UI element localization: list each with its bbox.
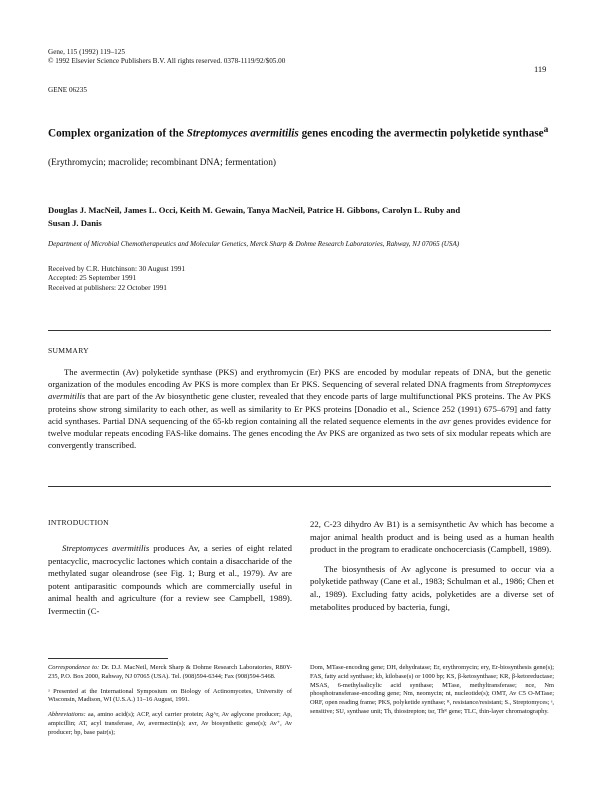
gene-id: GENE 06235 [48,86,87,94]
presented-note: ᵃ Presented at the International Symposium on Biology of Actinomycetes, University of Wisconsin, Madison, WI (U.S.A.) 11–16 August, 1991. [48,687,292,704]
copyright-line: © 1992 Elsevier Science Publishers B.V. All rights reserved. 0378-1119/92/$05.00 [48,57,286,65]
summary-top-rule [48,330,551,331]
accepted-date: Accepted: 25 September 1991 [48,273,137,283]
footnotes-left [48,664,292,744]
correspondence-note: Correspondence to: Dr. D.J. MacNeil, Merck Sharp & Dohme Research Laboratories, R80Y-235, P.O. Box 2000, Rahway, NJ 07065 (USA). Tel. (908)594-6344; Fax (908)594-5468. [48,664,293,680]
abbreviations-continued: Dom, MTase-encoding gene; DH, dehydratase; Er, erythromycin; ery, Er-biosynthesis gene(s); FAS, fatty acid synthase; kb, kilobase(s) or 1000 bp; KS, β-ketosynthase; KR, β-ketoreductase; MSAS, 6-methylsalicylic acid synthase; MTase, methyltransferase; nce, Nm phosphotransferase-encoding gene; Nm, neomycin; nt, nucleotide(s); OMT, Av C5 O-MTase; ORF, open reading frame; PKS, polyketide synthase; ᴿ, resistance/resistant; S., Streptomyces; ˢ, sensitive; SU, synthase unit; Th, thiostrepton; tsr, Thᴿ gene; TLC, thin-layer chromatography. [310,664,554,715]
article-dates [48,264,185,292]
authors-line-2: Susan J. Danis [48,217,102,228]
intro-paragraph-2: 22, C-23 dihydro Av B1) is a semisynthetic Av which has become a major animal health product and is being used as a human health product in the program to eradicate onchocerciasis (Campbell, 1989). [310,519,554,555]
received-publishers-date: Received at publishers: 22 October 1991 [48,282,167,292]
title-footnote-mark: a [543,125,549,135]
authors-line-1: Douglas J. MacNeil, James L. Occi, Keith M. Gewain, Tanya MacNeil, Patrice H. Gibbons, Carolyn L. Ruby and [48,205,461,215]
journal-citation: Gene, 115 (1992) 119–125 [48,48,125,56]
footnote-rule [48,658,168,659]
introduction-heading: INTRODUCTION [48,518,109,527]
summary-text: The avermectin (Av) polyketide synthase (PKS) and erythromycin (Er) PKS are encoded by modular repeats of DNA, but the genetic organization of the modules encoding Av PKS is more complex than Er PKS. Sequencing of several related DNA fragments from Streptomyces avermitilis that are part of the Av biosynthetic gene cluster, revealed that they encode parts of large multifunctional PKS proteins. The Av PKS proteins show strong similarity to each other, as well as similarity to Er PKS proteins [Donadio et al., Science 252 (1991) 675–679] and fatty acid synthases. Partial DNA sequencing of the 65-kb region containing all the related sequence elements in the avr genes provides evidence for twelve modular repeats encoding FAS-like domains. The genes encoding the Av PKS are organized as two sets of six modular repeats which are convergently transcribed. [48,367,551,451]
intro-column-right [310,518,554,620]
summary-bottom-rule [48,486,551,487]
author-list [48,204,553,229]
intro-paragraph-1: Streptomyces avermitilis produces Av, a series of eight related pentacyclic, macrocyclic lactones which contain a disaccharide of the methylated sugar oleandrose (see Fig. 1; Burg et al., 1979). Av are potent antiparasitic compounds which are commercially useful in animal health and agriculture (for a review see Campbell, 1989). Ivermectin (C- [48,543,292,616]
received-date: Received by C.R. Hutchinson: 30 August 1991 [48,264,186,273]
intro-column-left [48,542,292,625]
intro-paragraph-3: The biosynthesis of Av aglycone is presumed to occur via a polyketide pathway (Cane et al., 1983; Schulman et al., 1986; Chen et al., 1989). Excluding fatty acids, polyketides are a diverse set of metabolites produced by bacteria, fungi, [310,563,554,612]
keywords: (Erythromycin; macrolide; recombinant DNA; fermentation) [48,158,277,168]
page-number: 119 [534,64,547,74]
abbreviations-note: Abbreviations: aa, amino acid(s); ACP, acyl carrier protein; Ag^r, Av aglycone producer; Ap, ampicillin; AT, acyl transferase, Av, avermectin(s); avr, Av biosynthetic gene(s); Av⁺, Av producer; bp, base pair(s); [48,711,292,736]
summary-heading: SUMMARY [48,346,89,355]
footnotes-right [310,664,554,723]
affiliation: Department of Microbial Chemotherapeutics and Molecular Genetics, Merck Sharp & Dohme Research Laboratories, Rahway, NJ 07065 (USA) [48,240,460,248]
article-title: Complex organization of the Streptomyces avermitilis genes encoding the avermectin polyketide synthase$^a$ [48,125,549,140]
